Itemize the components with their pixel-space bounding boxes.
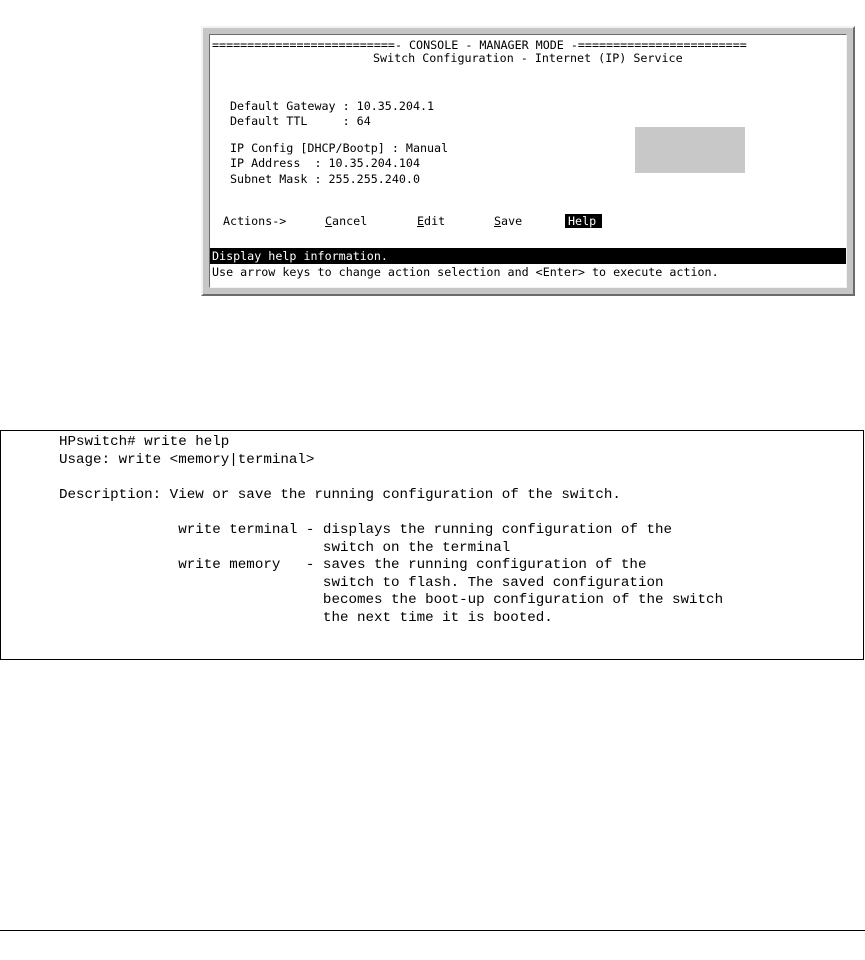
edit-label: dit xyxy=(424,214,446,228)
save-label: ave xyxy=(501,214,523,228)
ip-config-field[interactable]: IP Config [DHCP/Bootp] : Manual xyxy=(230,141,449,155)
help-label: Help xyxy=(568,214,597,228)
cli-line xyxy=(59,504,723,522)
default-ttl-field[interactable]: Default TTL : 64 xyxy=(230,114,371,128)
cancel-label: ancel xyxy=(332,214,368,228)
highlight-block xyxy=(635,127,745,173)
default-gateway-field[interactable]: Default Gateway : 10.35.204.1 xyxy=(230,99,435,113)
cli-line: write terminal - displays the running configuration of the xyxy=(59,521,672,538)
cli-line xyxy=(59,469,723,487)
cli-output xyxy=(59,434,723,628)
cli-line: becomes the boot-up configuration of the switch xyxy=(59,592,724,609)
save-hotkey: S xyxy=(494,214,502,228)
page-footer-rule xyxy=(0,930,865,931)
cli-line: the next time it is booted. xyxy=(59,609,553,626)
screen-title: Switch Configuration - Internet (IP) Service xyxy=(373,51,683,65)
actions-label: Actions-> xyxy=(223,214,287,228)
console-header: ==========================- CONSOLE - MANAGER MODE -======================== xyxy=(212,38,747,52)
cancel-action[interactable] xyxy=(325,214,367,228)
cancel-hotkey: C xyxy=(325,214,333,228)
cli-line: Usage: write <memory|terminal> xyxy=(59,451,315,468)
cli-output-box xyxy=(0,430,864,660)
cli-line: Description: View or save the running configuration of the switch. xyxy=(59,486,621,503)
edit-hotkey: E xyxy=(417,214,425,228)
ip-address-field[interactable]: IP Address : 10.35.204.104 xyxy=(230,156,420,170)
subnet-mask-field[interactable]: Subnet Mask : 255.255.240.0 xyxy=(230,172,420,186)
hint-line: Use arrow keys to change action selection and <Enter> to execute action. xyxy=(212,265,719,279)
console-screen xyxy=(209,34,847,288)
help-action[interactable] xyxy=(565,214,602,228)
cli-line: switch to flash. The saved configuration xyxy=(59,574,664,591)
console-window xyxy=(201,26,855,296)
cli-line: switch on the terminal xyxy=(59,539,511,556)
save-action[interactable] xyxy=(494,214,522,228)
cli-line: HPswitch# write help xyxy=(59,434,230,450)
edit-action[interactable] xyxy=(417,214,445,228)
cli-line: write memory - saves the running configuration of the xyxy=(59,557,647,574)
status-bar: Display help information. xyxy=(210,248,846,264)
